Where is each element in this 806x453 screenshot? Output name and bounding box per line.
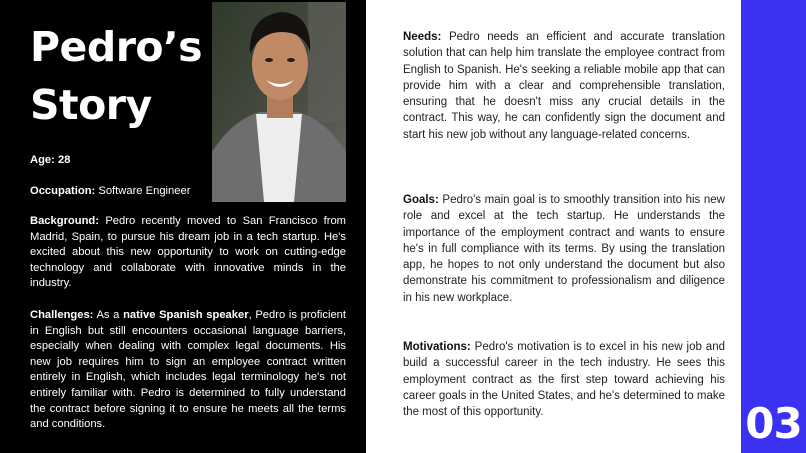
- age-value: 28: [57, 154, 71, 166]
- goals-text: Pedro's main goal is to smoothly transition into his new role and excel at the tech startup. He understands the importance of the employment contract and wants to ensure he's in full compliance with its terms. By using the translation app, he hopes to not only understand the document but also demonstrate his commitment to professionalism and diligence in his new workplace.: [403, 194, 725, 304]
- needs-label: Needs:: [403, 31, 442, 43]
- profile-photo: [212, 2, 346, 202]
- age-label: Age:: [30, 154, 55, 166]
- left-panel: [0, 0, 366, 453]
- challenges-text-before: As a: [96, 309, 120, 321]
- accent-band: [741, 0, 806, 453]
- occupation-value: Software Engineer: [98, 185, 191, 197]
- occupation-field: [30, 184, 190, 200]
- age-field: [30, 153, 70, 169]
- background-section: [30, 214, 346, 292]
- motivations-label: Motivations:: [403, 341, 471, 353]
- background-label: Background:: [30, 215, 99, 227]
- motivations-text: Pedro's motivation is to excel in his new job and build a successful career in the tech industry. He sees this employment contract as the first step toward achieving his career goals in the United States, and he's determined to make the most of this opportunity.: [403, 341, 725, 419]
- background-text: Pedro recently moved to San Francisco from Madrid, Spain, to pursue his dream job in a tech startup. He's excited about this new opportunity to work on cutting-edge technology and collaborate with innovative minds in the industry.: [30, 215, 346, 290]
- needs-text: Pedro needs an efficient and accurate translation solution that can help him translate the employee contract from English to Spanish. He's seeking a reliable mobile app that can provide him with a clear and comprehensible translation, ensuring that he doesn't miss any crucial details in the contract. This way, he can confidently sign the document and start his new job without any language-related concerns.: [403, 31, 725, 141]
- challenges-text-after: , Pedro is proficient in English but still encounters occasional language barriers, especially when dealing with complex legal documents. His new job requires him to sign an employee contract written entirely in English, which includes legal terminology he's not entirely familiar with. Pedro is determined to fully understand the contract before signing it to ensure he meets all the terms and conditions.: [30, 309, 347, 431]
- goals-section: [403, 192, 725, 306]
- challenges-section: [30, 308, 346, 433]
- page-title: Pedro’s Story: [30, 23, 203, 129]
- page-number: 03: [745, 399, 802, 448]
- needs-section: [403, 29, 725, 143]
- profile-photo-image: [212, 2, 346, 202]
- challenges-emphasis: native Spanish speaker: [123, 309, 249, 321]
- challenges-label: Challenges:: [30, 309, 94, 321]
- goals-label: Goals:: [403, 194, 439, 206]
- motivations-section: [403, 339, 725, 420]
- occupation-label: Occupation:: [30, 185, 96, 197]
